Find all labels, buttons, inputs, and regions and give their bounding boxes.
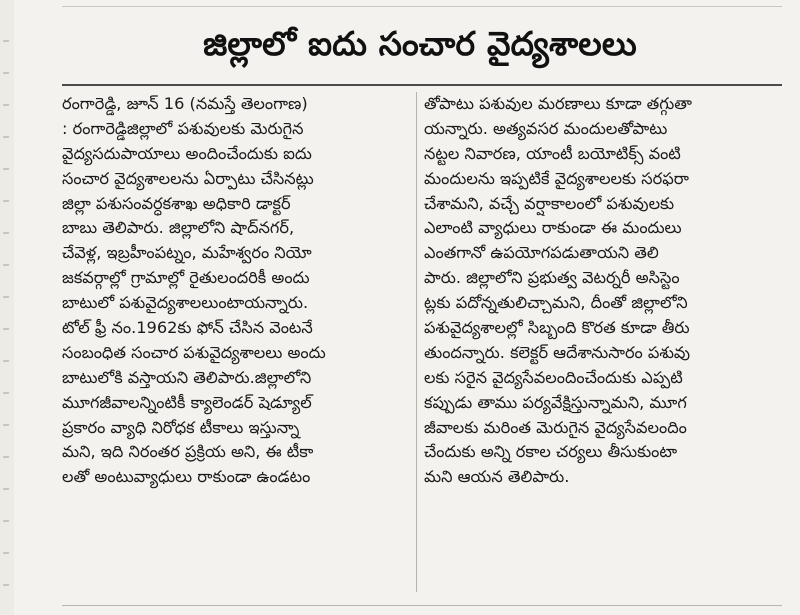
edge-mark xyxy=(3,456,9,458)
article-text-line: జిల్లా పశుసంవర్ధకశాఖ అధికారి డాక్టర్ xyxy=(62,193,291,213)
article-text-line: చేందుకు అన్ని రకాల చర్యలు తీసుకుంటా xyxy=(424,442,678,462)
article-text-line: తోపాటు పశువుల మరణాలు కూడా తగ్గుతా xyxy=(424,94,692,113)
edge-mark xyxy=(3,104,9,106)
article-text-line: మని ఆయన తెలిపారు. xyxy=(424,467,570,487)
article-text-line: రంగారెడ్డి, జూన్ 16 (నమస్తే తెలంగాణ) xyxy=(62,94,308,113)
article-text-line: తుందన్నారు. కలెక్టర్ ఆదేశానుసారం పశువు xyxy=(424,342,691,362)
article-text-line: ఎంతగానో ఉపయోగపడుతాయని తెలి xyxy=(424,243,659,263)
edge-mark xyxy=(3,552,9,554)
edge-mark xyxy=(3,232,9,234)
article-headline: జిల్లాలో ఐదు సంచార వైద్యశాలలు xyxy=(203,23,637,63)
article-text-line: చేవెళ్ల, ఇబ్రహీంపట్నం, మహేశ్వరం నియో xyxy=(62,243,312,263)
edge-mark xyxy=(3,392,9,394)
article-text-line: సంబంధిత సంచార పశువైద్యశాలలు అందు xyxy=(62,342,326,362)
edge-mark xyxy=(3,296,9,298)
article-column-right xyxy=(424,92,770,490)
edge-mark xyxy=(3,360,9,362)
article-text-line: పశువైద్యశాలల్లో సిబ్బంది కొరత కూడా తీరు xyxy=(424,318,690,338)
article-text-line: కప్పుడు తాము పర్యవేక్షిస్తున్నామని, మూగ xyxy=(424,392,687,412)
edge-mark xyxy=(3,520,9,522)
article-text-line: పారు. జిల్లాలోని ప్రభుత్వ వెటర్నరీ అసిస్టెం xyxy=(424,268,680,288)
article-text-line: వైద్యసదుపాయాలు అందించేందుకు ఐదు xyxy=(62,143,312,163)
edge-mark xyxy=(3,72,9,74)
page-edge xyxy=(0,0,14,615)
article-text-line: ప్రకారం వ్యాధి నిరోధక టీకాలు ఇస్తున్నా xyxy=(62,417,300,437)
top-rule xyxy=(62,6,782,7)
edge-mark xyxy=(3,488,9,490)
article-text-line: లకు సరైన వైద్యసేవలందించేందుకు ఎప్పటి xyxy=(424,367,683,387)
article-text-line: టోల్ ఫ్రీ నం.1962కు ఫోన్ చేసిన వెంటనే xyxy=(62,318,313,338)
bottom-rule xyxy=(62,605,782,606)
article-text-line: బాబు తెలిపారు. జిల్లాలోని షాద్‌నగర్, xyxy=(62,218,295,238)
article-text-line: లతో అంటువ్యాధులు రాకుండా ఉండటం xyxy=(62,467,311,487)
article-text-line: ఎలాంటి వ్యాధులు రాకుండా ఈ మందులు xyxy=(424,218,682,238)
edge-mark xyxy=(3,264,9,266)
article-text-line: నట్టల నివారణ, యాంటీ బయోటిక్స్ వంటి xyxy=(424,143,681,163)
article-text-line: యన్నారు. అత్యవసర మందులతోపాటు xyxy=(424,118,668,138)
article-text-line: మూగజీవాలన్నింటికీ క్యాలెండర్ షెడ్యూల్ xyxy=(62,392,312,412)
edge-mark xyxy=(3,328,9,330)
edge-mark xyxy=(3,168,9,170)
article-text-line: జీవాలకు మరింత మెరుగైన వైద్యసేవలందిం xyxy=(424,417,687,437)
edge-mark xyxy=(3,424,9,426)
article-text-line: ట్లకు పదోన్నతులిచ్చామని, దీంతో జిల్లాలోని xyxy=(424,293,688,313)
edge-mark xyxy=(3,136,9,138)
edge-mark xyxy=(3,200,9,202)
article-text-line: : రంగారెడ్డిజిల్లాలో పశువులకు మెరుగైన xyxy=(62,118,304,138)
edge-mark xyxy=(3,40,9,42)
column-divider xyxy=(416,92,417,592)
headline-rule xyxy=(62,84,782,86)
article-text-line: జకవర్గాల్లో గ్రామాల్లో రైతులందరికీ అందు xyxy=(62,268,310,288)
article-column-left xyxy=(62,92,410,490)
article-text-line: బాటులో పశువైద్యశాలలుంటాయన్నారు. xyxy=(62,293,309,313)
article-text-line: మందులను ఇప్పటికే వైద్యశాలలకు సరఫరా xyxy=(424,168,689,188)
article-text-line: చేశామని, వచ్చే వర్షాకాలంలో పశువులకు xyxy=(424,193,675,213)
article-text-line: మని, ఇది నిరంతర ప్రక్రియ అని, ఈ టీకా xyxy=(62,442,314,462)
article-text-line: బాటులోకి వస్తాయని తెలిపారు.జిల్లాలోని xyxy=(62,367,312,387)
article-text-line: సంచార వైద్యశాలలను ఏర్పాటు చేసినట్లు xyxy=(62,168,314,188)
edge-mark xyxy=(3,584,9,586)
